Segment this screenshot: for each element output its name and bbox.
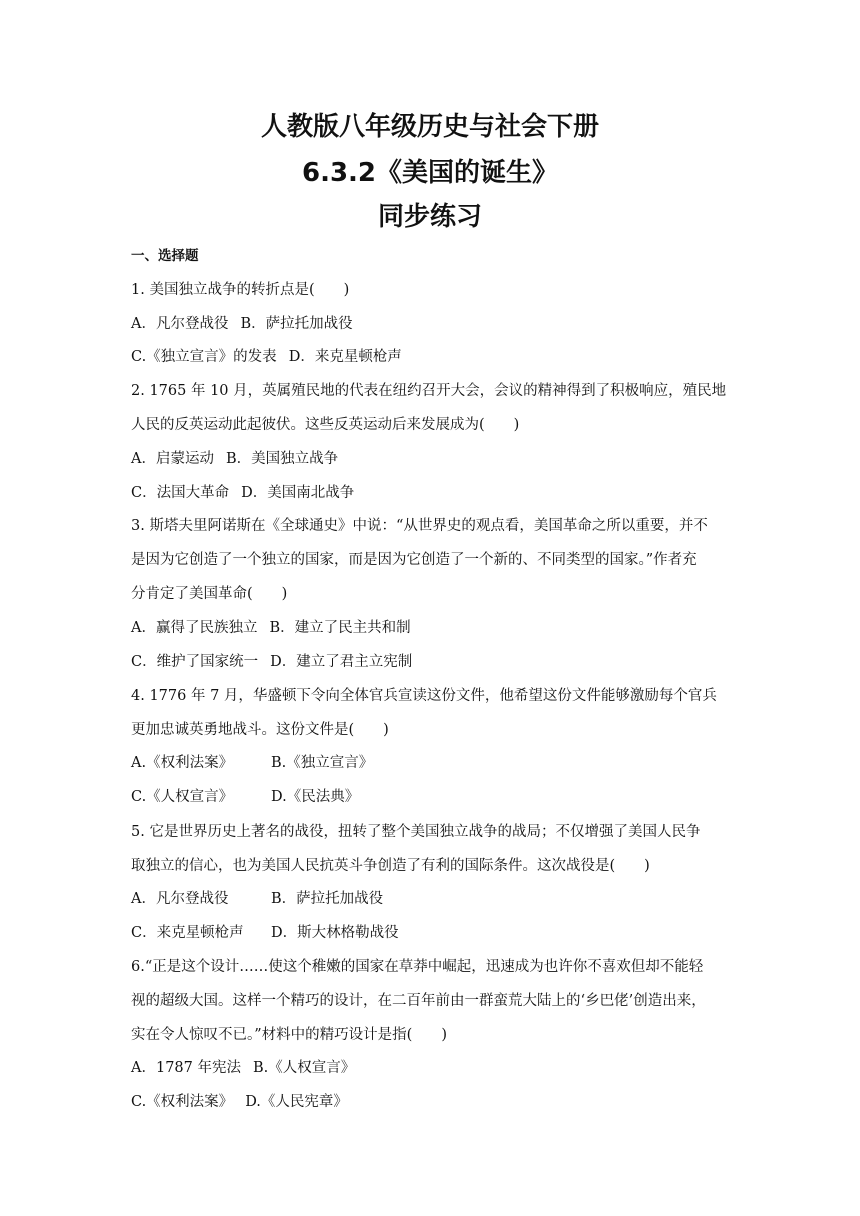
option-row [131, 347, 741, 367]
option-row [131, 449, 741, 469]
option-b: B．萨拉托加战役 [271, 891, 384, 907]
document-title-line-2: 6.3.2《美国的诞生》 [301, 158, 559, 188]
option-c: C.《独立宣言》的发表 [131, 349, 277, 365]
option-d: D．斯大林格勒战役 [271, 925, 399, 941]
option-a: A.《权利法案》 [131, 755, 234, 771]
option-a: A．1787 年宪法 [131, 1060, 241, 1076]
option-row [131, 787, 741, 807]
question-stem: 是因为它创造了一个独立的国家，而是因为它创造了一个新的、不同类型的国家。”作者充 [131, 552, 697, 568]
option-d: D．来克星顿枪声 [288, 349, 402, 365]
question-stem: 视的超级大国。这样一个精巧的设计，在二百年前由一群蛮荒大陆上的‘乡巴佬’创造出来， [131, 993, 706, 1009]
document-title-line-1: 人教版八年级历史与社会下册 [260, 112, 599, 142]
option-row [131, 923, 741, 943]
document-title-line-3: 同步练习 [377, 202, 482, 232]
option-d: D．美国南北战争 [241, 485, 355, 501]
option-b: B．建立了民主共和制 [269, 620, 411, 636]
option-row [131, 483, 741, 503]
option-a: A．凡尔登战役 [131, 891, 229, 907]
option-row [131, 652, 741, 672]
option-b: B．萨拉托加战役 [240, 316, 353, 332]
option-a: A．启蒙运动 [131, 451, 214, 467]
question-stem: 2. 1765 年 10 月，英属殖民地的代表在纽约召开大会，会议的精神得到了积极响应，殖民地 [131, 383, 727, 399]
option-d: D.《民法典》 [271, 789, 360, 805]
option-row [131, 889, 741, 909]
option-row [131, 1092, 741, 1112]
option-row [131, 618, 741, 638]
question-stem: 6.“正是这个设计……使这个稚嫩的国家在草莽中崛起，迅速成为也许你不喜欢但却不能轻 [131, 959, 704, 975]
section-heading: 一、选择题 [131, 248, 199, 264]
option-c: C．维护了国家统一 [131, 654, 259, 670]
option-c: C．法国大革命 [131, 485, 230, 501]
option-d: D．建立了君主立宪制 [270, 654, 413, 670]
option-a: A．凡尔登战役 [131, 316, 229, 332]
question-stem: 3. 斯塔夫里阿诺斯在《全球通史》中说：“从世界史的观点看，美国革命之所以重要，并不 [131, 518, 708, 534]
question-stem: 取独立的信心，也为美国人民抗英斗争创造了有利的国际条件。这次战役是( ) [131, 858, 650, 874]
question-stem: 更加忠诚英勇地战斗。这份文件是( ) [131, 722, 389, 738]
option-row [131, 1058, 741, 1078]
option-c: C.《人权宣言》 [131, 789, 234, 805]
option-row [131, 314, 741, 334]
option-b: B．美国独立战争 [225, 451, 339, 467]
option-d: D.《人民宪章》 [245, 1094, 348, 1110]
question-stem: 人民的反英运动此起彼伏。这些反英运动后来发展成为( ) [131, 417, 520, 433]
option-b: B.《独立宣言》 [271, 755, 374, 771]
question-stem: 4. 1776 年 7 月，华盛顿下令向全体官兵宣读这份文件，他希望这份文件能够激励每个官兵 [131, 688, 717, 704]
question-stem: 分肯定了美国革命( ) [131, 586, 288, 602]
option-row [131, 753, 741, 773]
question-stem: 5. 它是世界历史上著名的战役，扭转了整个美国独立战争的战局；不仅增强了美国人民争 [131, 824, 701, 840]
option-c: C．来克星顿枪声 [131, 925, 244, 941]
option-b: B.《人权宣言》 [252, 1060, 356, 1076]
question-stem: 实在令人惊叹不已。”材料中的精巧设计是指( ) [131, 1027, 447, 1043]
question-stem: 1. 美国独立战争的转折点是( ) [131, 282, 350, 298]
option-c: C.《权利法案》 [131, 1094, 234, 1110]
option-a: A．赢得了民族独立 [131, 620, 258, 636]
